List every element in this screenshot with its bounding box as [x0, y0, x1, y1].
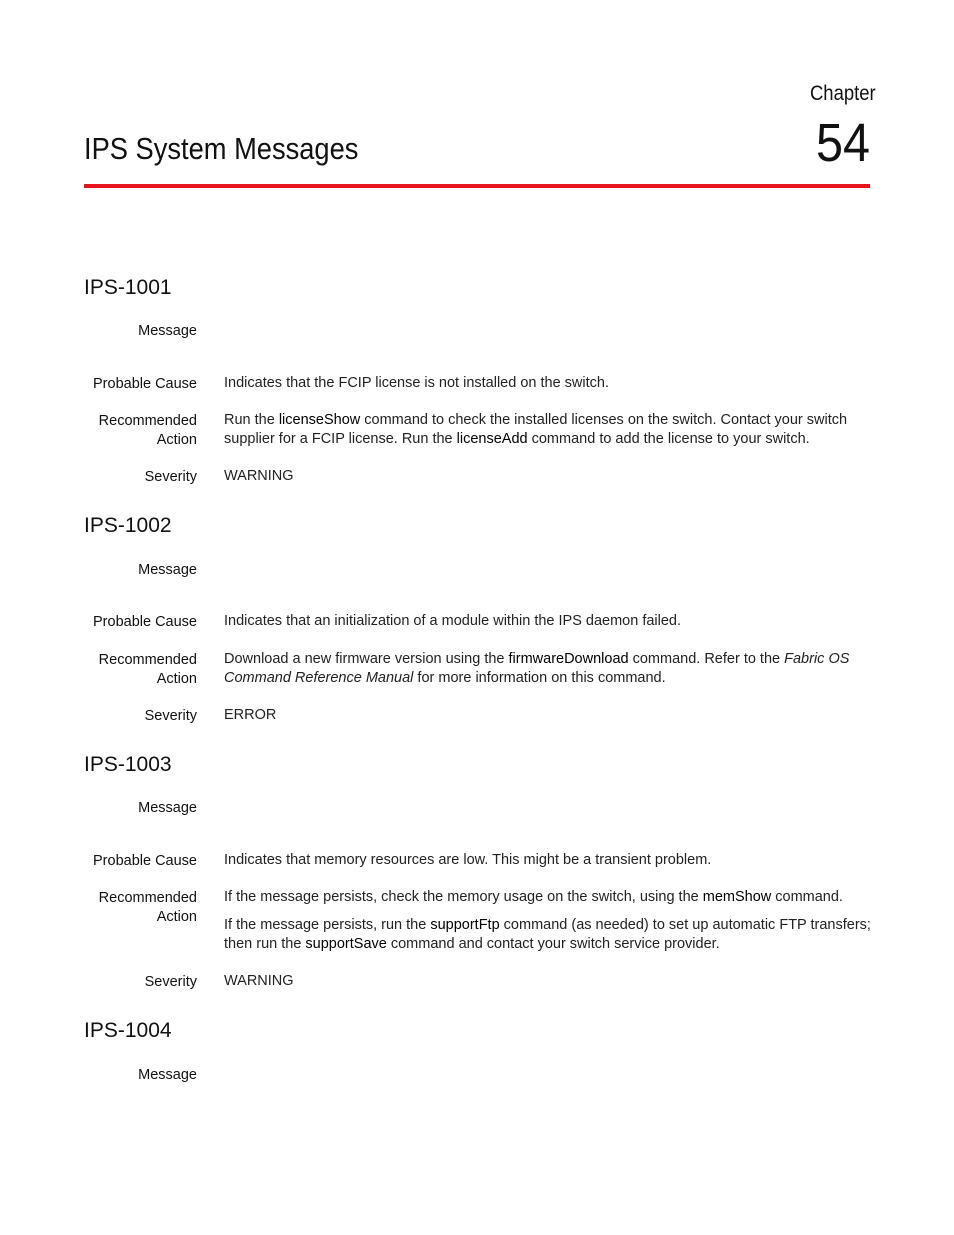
message-label: Message	[138, 323, 197, 339]
manual-title: Fabric OS Command Reference Manual	[224, 651, 850, 686]
command-name: firmwareDownload	[508, 651, 629, 667]
message-heading: IPS-1002	[84, 514, 172, 537]
command-name: supportFtp	[430, 917, 500, 933]
message-label: Message	[138, 800, 197, 816]
recommended-label-line2: Action	[156, 432, 197, 448]
severity-label: Severity	[144, 974, 197, 990]
chapter-number: 54	[815, 113, 870, 173]
message-heading: IPS-1003	[84, 753, 172, 776]
recommended-action-label	[47, 651, 197, 689]
action-text: Download a new firmware version using the	[224, 651, 509, 667]
action-text: for more information on this command.	[413, 670, 666, 686]
action-text: command to check the installed licenses on the switch. Contact your switch supplier for a FCIP license. Run the	[224, 412, 848, 447]
severity-value: WARNING	[224, 973, 294, 989]
severity-value: WARNING	[224, 468, 294, 484]
probable-cause-label: Probable Cause	[93, 376, 197, 392]
severity-value: ERROR	[224, 707, 277, 723]
command-name: supportSave	[305, 936, 387, 952]
chapter-label: Chapter	[810, 82, 876, 105]
recommended-action-label	[47, 889, 197, 927]
action-text: If the message persists, run the	[224, 917, 431, 933]
recommended-action-text	[224, 650, 874, 688]
probable-cause-label: Probable Cause	[93, 853, 197, 869]
recommended-action-text-2	[224, 916, 874, 954]
chapter-title: IPS System Messages	[84, 131, 359, 166]
recommended-label-line2: Action	[156, 671, 197, 687]
message-label: Message	[138, 562, 197, 578]
probable-cause-label: Probable Cause	[93, 614, 197, 630]
recommended-label-line1: Recommended	[98, 652, 197, 668]
probable-cause-text: Indicates that an initialization of a module within the IPS daemon failed.	[224, 613, 682, 629]
action-text: command.	[771, 889, 843, 905]
recommended-action-text	[224, 411, 874, 449]
message-heading: IPS-1001	[84, 276, 172, 299]
severity-label: Severity	[144, 469, 197, 485]
message-label: Message	[138, 1067, 197, 1083]
recommended-label-line2: Action	[156, 909, 197, 925]
action-text: If the message persists, check the memory usage on the switch, using the	[224, 889, 703, 905]
probable-cause-text: Indicates that the FCIP license is not installed on the switch.	[224, 375, 609, 391]
recommended-label-line1: Recommended	[98, 890, 197, 906]
action-text: command (as needed) to set up automatic FTP transfers; then run the	[224, 917, 871, 952]
recommended-action-label	[47, 412, 197, 450]
command-name: licenseAdd	[456, 431, 528, 447]
probable-cause-text: Indicates that memory resources are low. This might be a transient problem.	[224, 852, 712, 868]
command-name: memShow	[702, 889, 772, 905]
action-text: Run the	[224, 412, 279, 428]
severity-label: Severity	[144, 708, 197, 724]
recommended-action-text	[224, 888, 874, 907]
action-text: command. Refer to the	[628, 651, 785, 667]
recommended-label-line1: Recommended	[98, 413, 197, 429]
title-rule	[84, 184, 870, 188]
action-text: command to add the license to your switch.	[527, 431, 810, 447]
action-text: command and contact your switch service provider.	[386, 936, 720, 952]
message-heading: IPS-1004	[84, 1019, 172, 1042]
command-name: licenseShow	[278, 412, 361, 428]
